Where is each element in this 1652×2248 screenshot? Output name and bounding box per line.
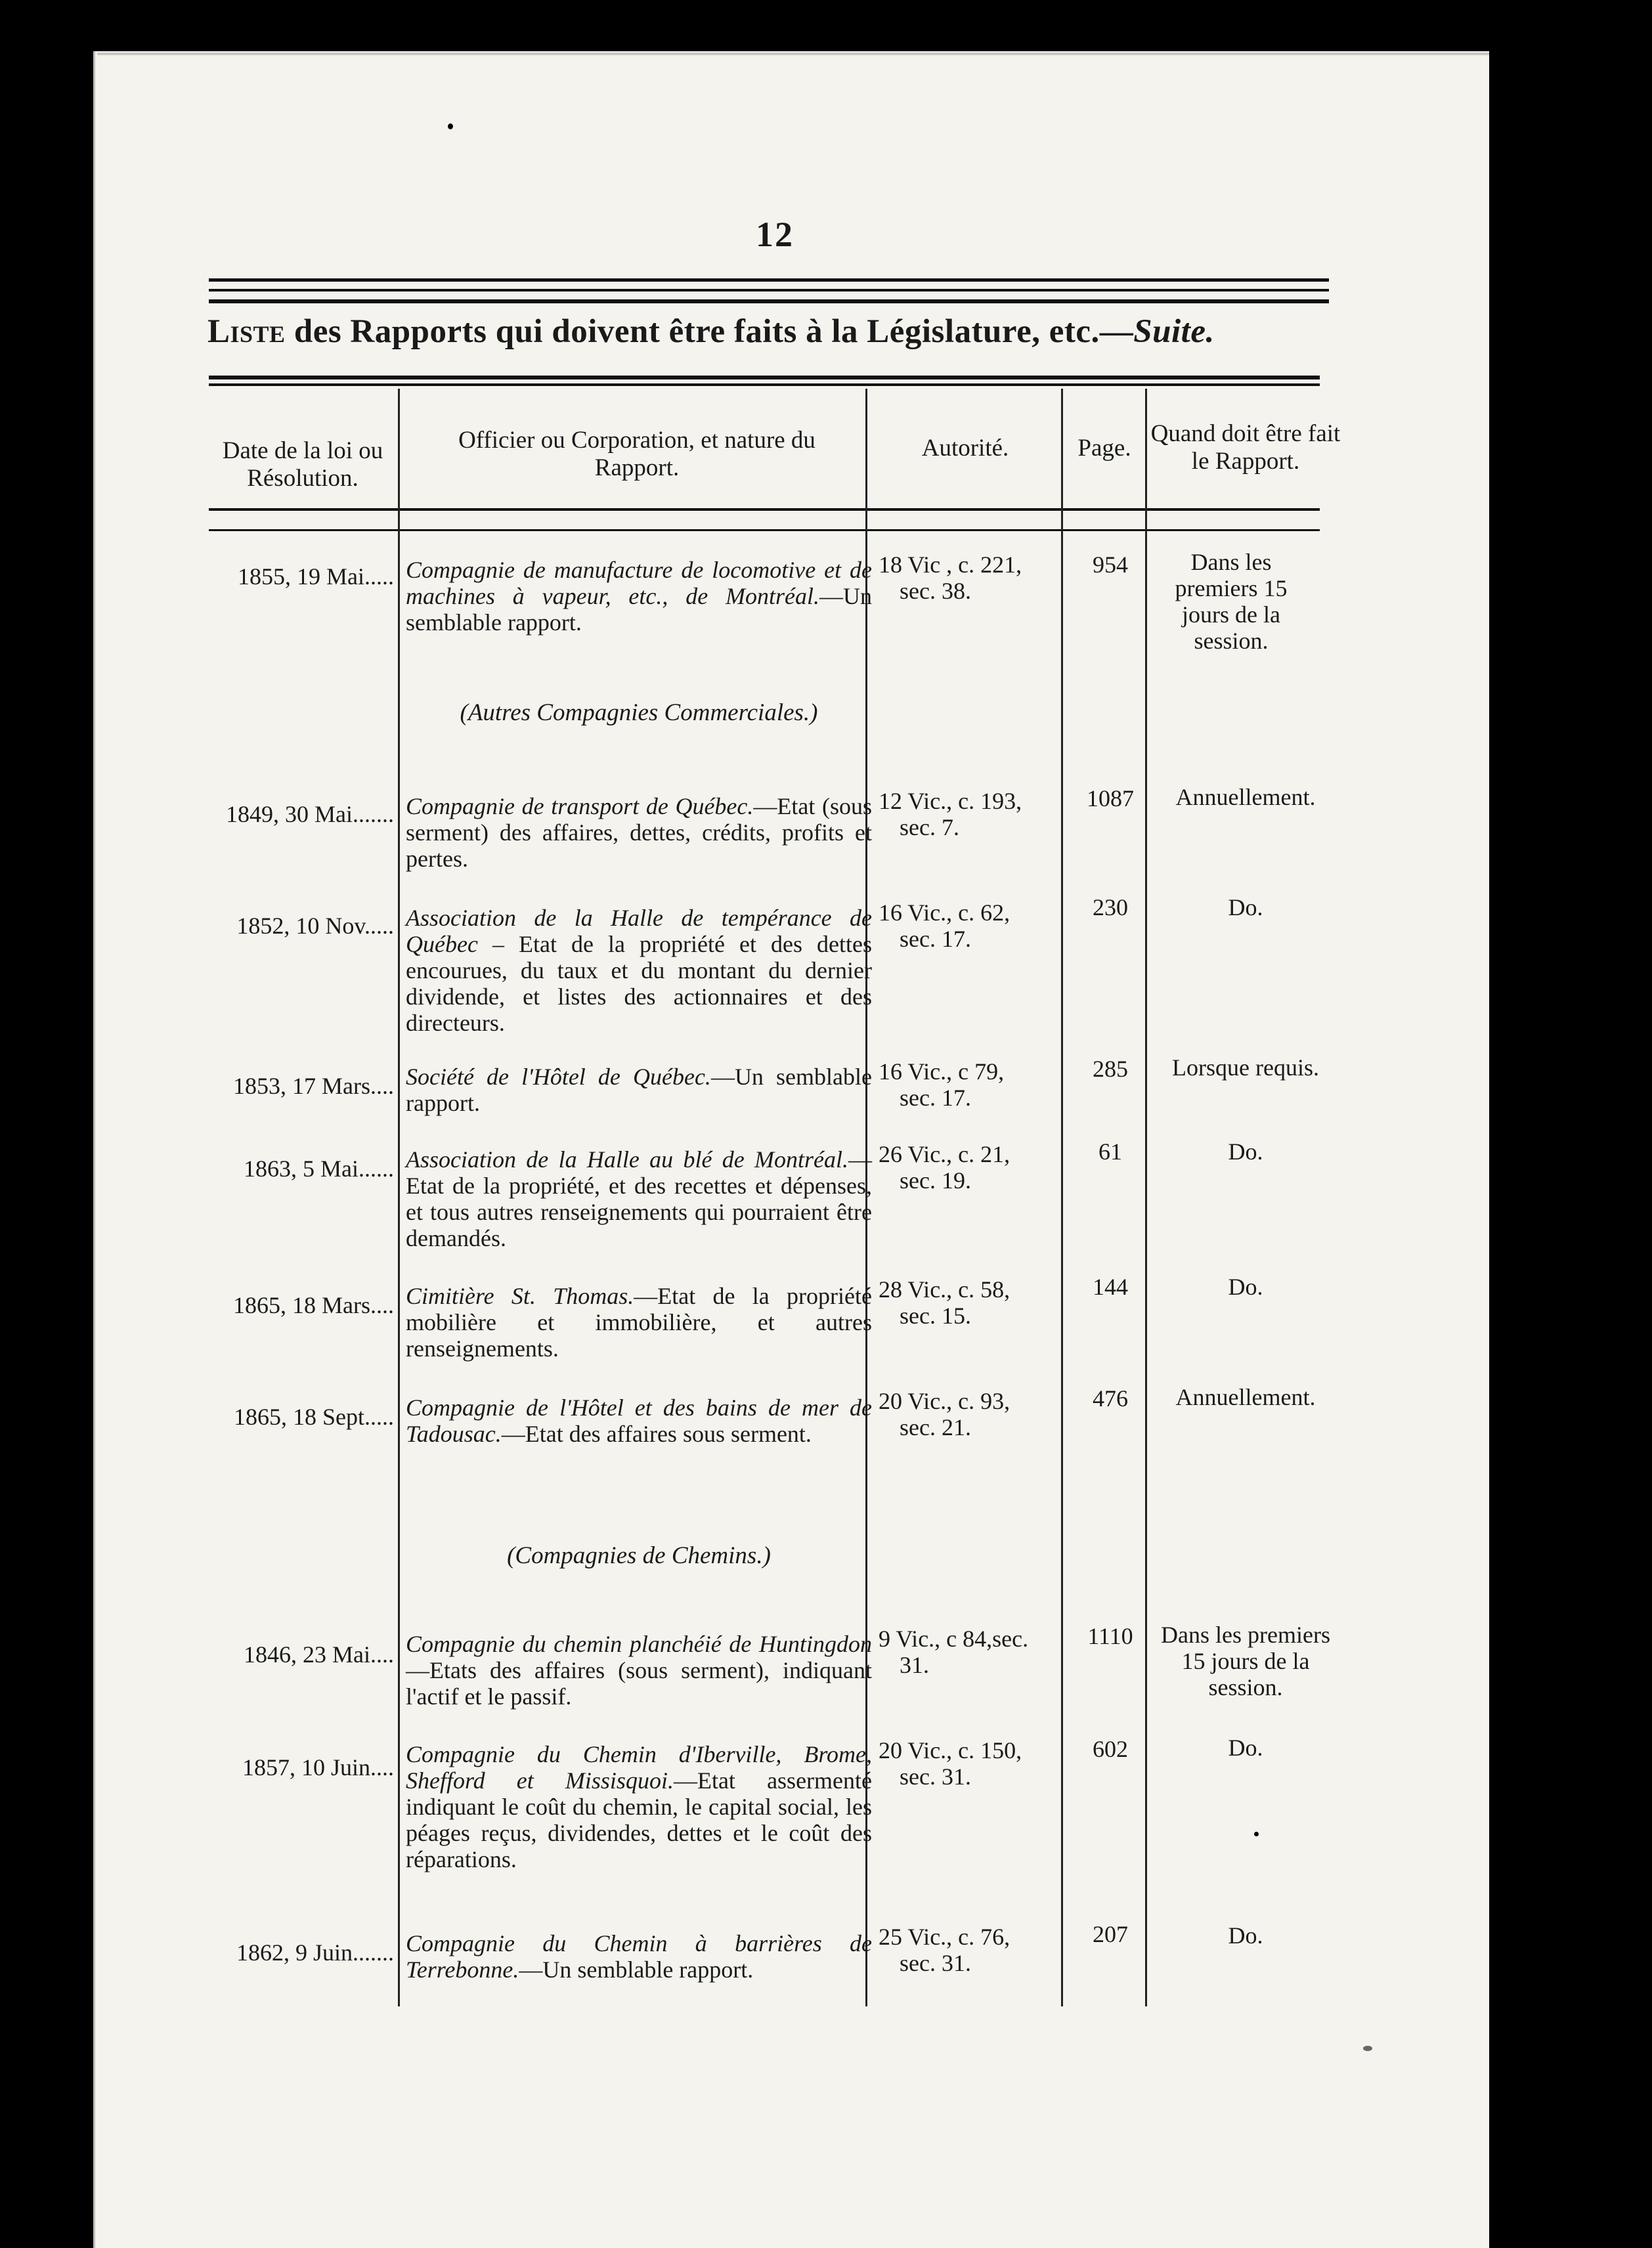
row-date: 1849, 30 Mai....... — [226, 801, 394, 827]
authority-line-1: 16 Vic., c. 62, — [879, 899, 1011, 926]
row-description — [406, 905, 872, 1036]
row-corporation: Compagnie de l'Hôtel et des bains de mer de Tadousac. — [406, 1394, 872, 1447]
row-nature: —Un semblable rapport. — [519, 1956, 754, 1983]
section-compagnies-chemins: (Compagnies de Chemins.) — [507, 1542, 771, 1569]
row-description — [406, 1394, 872, 1447]
row-authority — [879, 899, 1068, 952]
header-autorite: Autorité. — [921, 435, 1009, 462]
row-page: 61 — [1098, 1138, 1122, 1165]
row-authority — [879, 551, 1068, 604]
row-corporation: Cimitière St. Thomas. — [406, 1283, 634, 1309]
row-page: 144 — [1093, 1274, 1128, 1300]
authority-line-2: sec. 31. — [900, 1763, 971, 1790]
row-description — [406, 793, 872, 872]
top-double-rule — [209, 278, 1329, 282]
row-description — [406, 1146, 872, 1251]
row-date: 1855, 19 Mai..... — [238, 563, 394, 590]
authority-line-2: sec. 15. — [900, 1303, 971, 1329]
row-quand: Do. — [1228, 894, 1263, 920]
authority-line-1: 9 Vic., c 84,sec. — [879, 1626, 1029, 1652]
authority-line-1: 28 Vic., c. 58, — [879, 1276, 1011, 1303]
row-nature: —Etat assermenté indiquant le coût du chemin, le capital social, les péages reçus, dividendes, dettes et le coût des réparations. — [406, 1767, 872, 1872]
row-authority — [879, 1737, 1068, 1790]
row-description — [406, 557, 872, 636]
row-authority — [879, 788, 1068, 840]
authority-line-2: sec. 17. — [900, 1085, 971, 1111]
row-date: 1865, 18 Sept..... — [233, 1404, 394, 1430]
row-corporation: Compagnie de transport de Québec. — [406, 793, 754, 819]
row-page: 602 — [1093, 1736, 1128, 1762]
header-quand: Quand doit être fait le Rapport. — [1150, 420, 1341, 475]
row-description — [406, 1930, 872, 1983]
row-authority — [879, 1626, 1068, 1678]
top-double-rule-2 — [209, 289, 1329, 292]
page-title — [207, 313, 1324, 351]
authority-line-2: sec. 31. — [900, 1950, 971, 1976]
row-quand: Annuellement. — [1175, 784, 1316, 810]
row-corporation: Association de la Halle de tempérance de Québec — [406, 905, 872, 957]
header-officier: Officier ou Corporation, et nature du Rapport. — [458, 427, 815, 481]
authority-line-2: sec. 38. — [900, 578, 971, 604]
row-quand: Dans les premiers 15 jours de la session. — [1175, 549, 1288, 654]
scan-speck — [448, 123, 453, 129]
title-text: des Rapports qui doivent être faits à la Législature, etc.— — [285, 313, 1134, 350]
row-page: 1087 — [1087, 785, 1134, 811]
row-nature: —Un semblable rapport. — [406, 583, 872, 636]
row-corporation: Société de l'Hôtel de Québec. — [406, 1064, 711, 1090]
row-nature: – Etat de la propriété et des dettes encourues, du taux et du montant du dernier dividende, et listes des actionnaires et des directeurs. — [406, 931, 872, 1036]
scan-speck — [1363, 2046, 1372, 2051]
authority-line-1: 25 Vic., c. 76, — [879, 1924, 1011, 1950]
row-date: 1857, 10 Juin.... — [242, 1754, 394, 1781]
column-line-1 — [398, 389, 400, 2006]
authority-line-1: 20 Vic., c. 150, — [879, 1737, 1022, 1763]
scan-border — [1489, 47, 1652, 2248]
row-authority — [879, 1058, 1068, 1111]
title-suite: Suite. — [1133, 313, 1215, 350]
row-corporation: Compagnie du Chemin à barrières de Terrebonne. — [406, 1930, 872, 1983]
scan-edge — [97, 53, 1489, 55]
row-corporation: Compagnie du chemin planchéié de Huntingdon — [406, 1631, 872, 1657]
row-description — [406, 1283, 872, 1362]
row-page: 230 — [1093, 894, 1128, 920]
top-double-rule-3 — [209, 299, 1329, 303]
row-date: 1862, 9 Juin....... — [236, 1939, 394, 1966]
header-rule-top — [209, 376, 1320, 379]
row-authority — [879, 1276, 1068, 1329]
row-date: 1863, 5 Mai...... — [244, 1156, 394, 1182]
row-authority — [879, 1141, 1068, 1194]
row-authority — [879, 1924, 1068, 1976]
authority-line-1: 18 Vic , c. 221, — [879, 551, 1022, 578]
body-rule — [209, 529, 1320, 531]
page-number: 12 — [756, 215, 794, 254]
row-quand: Do. — [1228, 1735, 1263, 1761]
row-corporation: Compagnie de manufacture de locomotive et de machines à vapeur, etc., de Montréal. — [406, 557, 872, 609]
row-date: 1846, 23 Mai.... — [244, 1641, 394, 1668]
row-page: 954 — [1093, 551, 1128, 578]
authority-line-2: sec. 17. — [900, 926, 971, 952]
header-date: Date de la loi ou Résolution. — [222, 437, 383, 492]
authority-line-1: 12 Vic., c. 193, — [879, 788, 1022, 814]
row-nature: —Etat des affaires sous serment. — [501, 1421, 812, 1447]
row-page: 476 — [1093, 1385, 1128, 1412]
row-nature: —Etats des affaires (sous serment), indiquant l'actif et le passif. — [406, 1657, 872, 1710]
row-nature: —Etat de la propriété mobilière et immobilière, et autres renseignements. — [406, 1283, 872, 1362]
header-rule-bottom — [209, 508, 1320, 511]
row-quand: Dans les premiers 15 jours de la session. — [1161, 1622, 1330, 1700]
header-page: Page. — [1077, 435, 1131, 462]
row-nature: —Etat (sous serment) des affaires, dettes, crédits, profits et pertes. — [406, 793, 872, 872]
header-rule-top-2 — [209, 383, 1320, 386]
row-page: 207 — [1093, 1921, 1128, 1947]
row-date: 1853, 17 Mars.... — [233, 1073, 394, 1099]
section-autres-compagnies: (Autres Compagnies Commerciales.) — [460, 699, 818, 726]
row-date: 1865, 18 Mars.... — [233, 1292, 394, 1318]
row-authority — [879, 1388, 1068, 1440]
row-nature: —Un semblable rapport. — [406, 1064, 872, 1116]
authority-line-1: 16 Vic., c 79, — [879, 1058, 1005, 1085]
row-quand: Do. — [1228, 1274, 1263, 1300]
authority-line-2: 31. — [900, 1652, 929, 1678]
column-line-4 — [1145, 389, 1147, 2006]
row-page: 285 — [1093, 1056, 1128, 1082]
row-date: 1852, 10 Nov..... — [236, 913, 394, 939]
row-quand: Do. — [1228, 1138, 1263, 1165]
row-page: 1110 — [1087, 1623, 1133, 1649]
row-nature: —Etat de la propriété, et des recettes et dépenses, et tous autres renseignements qui pourraient être demandés. — [406, 1146, 872, 1251]
title-first-word: Liste — [207, 313, 286, 350]
row-description — [406, 1741, 872, 1872]
row-description — [406, 1064, 872, 1116]
row-quand: Annuellement. — [1175, 1384, 1316, 1410]
authority-line-2: sec. 19. — [900, 1167, 971, 1194]
authority-line-1: 26 Vic., c. 21, — [879, 1141, 1011, 1167]
authority-line-2: sec. 7. — [900, 814, 959, 840]
authority-line-2: sec. 21. — [900, 1414, 971, 1440]
row-description — [406, 1631, 872, 1710]
row-corporation: Compagnie du Chemin d'Iberville, Brome, Shefford et Missisquoi. — [406, 1741, 872, 1794]
row-corporation: Association de la Halle au blé de Montréal. — [406, 1146, 848, 1173]
row-quand: Do. — [1228, 1922, 1263, 1949]
authority-line-1: 20 Vic., c. 93, — [879, 1388, 1011, 1414]
scan-speck — [1254, 1832, 1259, 1836]
row-quand: Lorsque requis. — [1172, 1054, 1319, 1081]
